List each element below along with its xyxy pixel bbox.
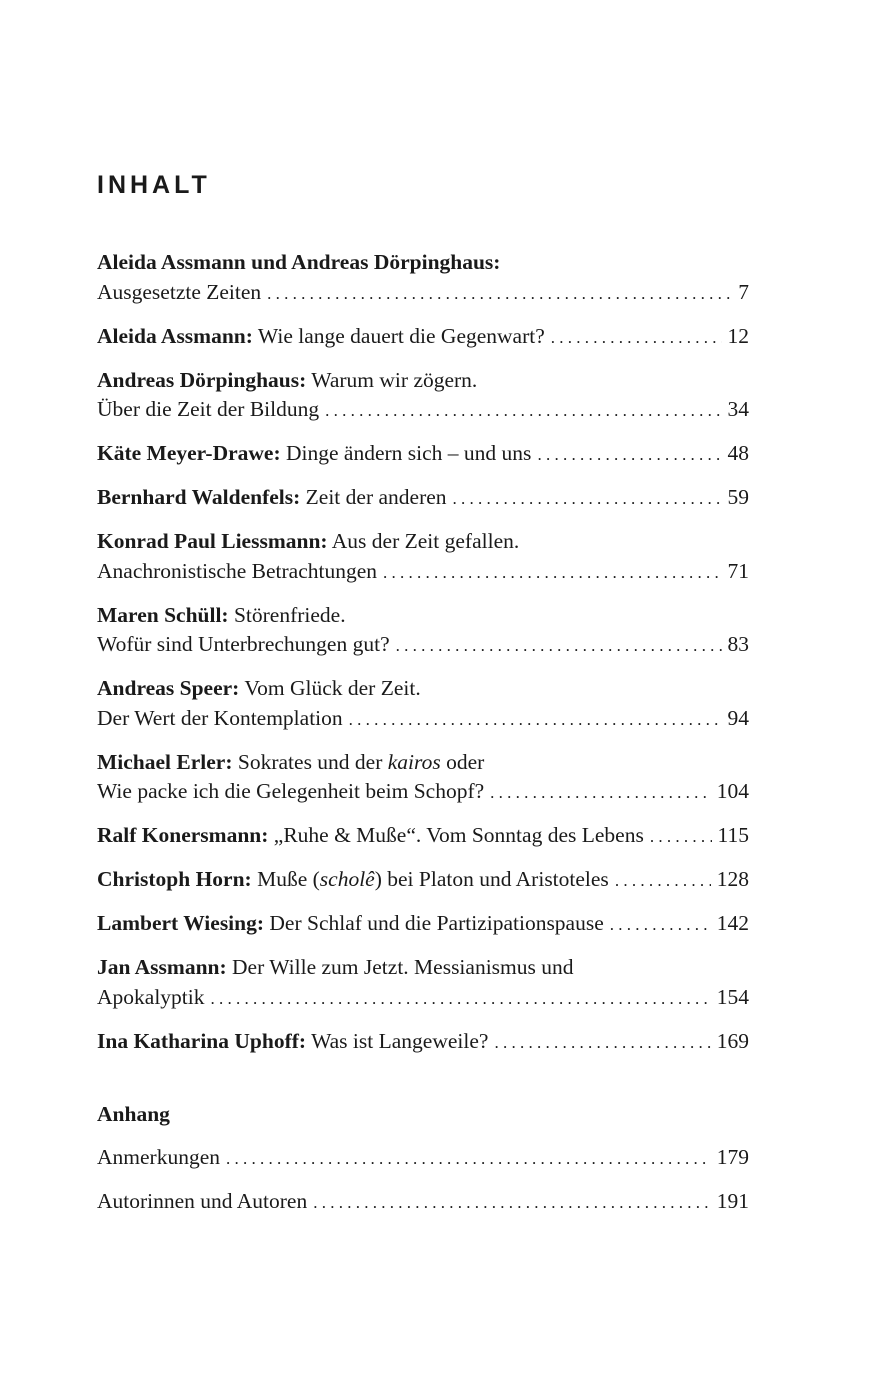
toc-entry [97,601,749,661]
entry-title-a: Muße ( [257,867,320,891]
entry-author: Käte Meyer-Drawe: [97,441,281,465]
entry-page-number: 128 [716,867,749,891]
toc-entry [97,1027,749,1058]
entry-author: Aleida Assmann und Andreas Dörpinghaus: [97,250,501,274]
dot-leader [383,557,721,588]
appendix-entry [97,1143,749,1174]
entry-title: Wie packe ich die Gelegenheit beim Schopf? [97,779,485,803]
entry-title: Ausgesetzte Zeiten [97,279,262,304]
entry-author: Aleida Assmann: [97,323,253,348]
dot-leader [494,1027,710,1058]
entry-title-b: ) bei Platon und Aristoteles [374,867,609,891]
dot-leader [453,483,722,514]
toc-entry [97,366,749,426]
toc-entry [97,953,749,1013]
dot-leader [325,395,721,426]
entry-title-italic: scholê [319,867,375,891]
entry-author: Lambert Wiesing: [97,911,265,935]
toc-entry [97,821,749,852]
appendix-entry [97,1187,749,1218]
toc-entry [97,674,749,734]
entry-title-line1: Der Wille zum Jetzt. Messianismus und [232,955,574,979]
entry-author: Christoph Horn: [97,867,252,891]
dot-leader [490,777,711,808]
entry-author: Andreas Speer: [97,676,240,700]
entry-title: Apokalyptik [97,984,205,1009]
toc-entry [97,483,749,514]
dot-leader [313,1187,711,1218]
entry-title: Der Schlaf und die Partizipationspause [269,911,604,935]
toc-entry [97,748,749,808]
appendix-label: Anmerkungen [97,1145,220,1169]
entry-title: Was ist Langeweile? [311,1028,489,1053]
entry-title: Anachronistische Betrachtungen [97,558,378,583]
entry-title-line1: Aus der Zeit gefallen. [331,529,520,553]
entry-title-line1-a: Sokrates und der [237,749,388,774]
entry-page-number: 83 [727,632,749,656]
entry-page-number: 34 [727,397,749,421]
dot-leader [551,322,722,353]
appendix-label: Autorinnen und Autoren [97,1189,308,1213]
entry-page-number: 104 [716,779,749,803]
entry-title-line1-b: oder [440,749,485,774]
entry-title: Über die Zeit der Bildung [97,397,320,421]
dot-leader [226,1143,711,1174]
entry-title-line1-italic: kairos [387,749,441,774]
entry-title: Wie lange dauert die Gegenwart? [257,323,545,348]
entry-page-number: 94 [727,705,749,730]
page-title: INHALT [97,171,211,199]
entry-page-number: 142 [716,911,749,935]
entry-page-number: 12 [727,323,749,348]
entry-page-number: 154 [716,984,749,1009]
dot-leader [650,821,712,852]
dot-leader [537,439,721,470]
dot-leader [615,865,711,896]
dot-leader [349,704,722,735]
entry-page-number: 59 [727,485,749,509]
toc-entry [97,322,749,353]
entry-author: Michael Erler: [97,749,233,774]
appendix-section [97,1100,749,1231]
entry-author: Maren Schüll: [97,602,229,627]
toc-entry [97,909,749,940]
toc-entry [97,439,749,470]
entry-author: Ralf Konersmann: [97,823,269,847]
entry-page-number: 48 [727,441,749,465]
entry-page-number: 169 [716,1028,749,1053]
entry-author: Jan Assmann: [97,955,227,979]
entry-title: „Ruhe & Muße“. Vom Sonntag des Lebens [273,823,644,847]
entry-author: Konrad Paul Liessmann: [97,529,328,553]
toc-list [97,248,749,1071]
dot-leader [267,278,732,309]
appendix-page-number: 179 [716,1145,749,1169]
dot-leader [610,909,711,940]
entry-title-line1: Vom Glück der Zeit. [244,676,421,700]
appendix-page-number: 191 [716,1189,749,1213]
entry-title: Wofür sind Unterbrechungen gut? [97,632,390,656]
dot-leader [396,630,722,661]
entry-title: Zeit der anderen [305,485,447,509]
entry-title: Der Wert der Kontemplation [97,705,343,730]
toc-entry [97,865,749,896]
entry-page-number: 71 [727,558,749,583]
toc-entry [97,248,749,308]
entry-title-line1: Störenfriede. [233,602,346,627]
entry-title: Dinge ändern sich – und uns [286,441,532,465]
dot-leader [211,983,711,1014]
entry-title-line1: Warum wir zögern. [311,367,478,392]
toc-entry [97,527,749,587]
appendix-title: Anhang [97,1102,170,1126]
entry-page-number: 7 [738,279,749,304]
entry-author: Andreas Dörpinghaus: [97,367,307,392]
entry-author: Ina Katharina Uphoff: [97,1028,307,1053]
entry-page-number: 115 [717,823,749,847]
entry-author: Bernhard Waldenfels: [97,485,301,509]
